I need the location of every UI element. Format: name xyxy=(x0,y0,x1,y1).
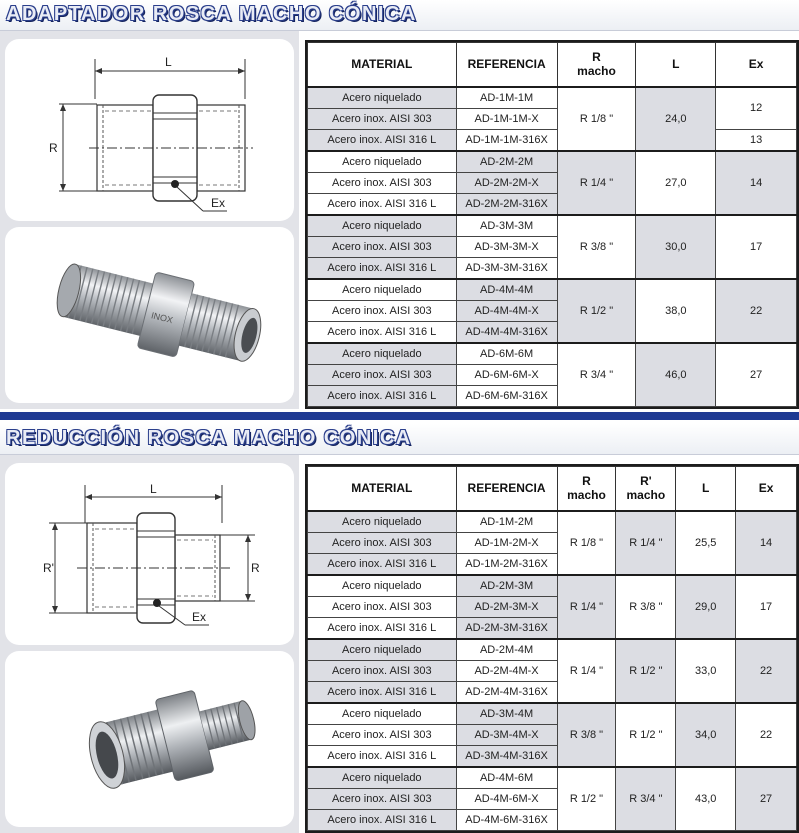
table-row: Acero niquelado AD-2M-3M R 1/4 " R 3/8 " 29,0 17 xyxy=(308,575,797,597)
l-value: 46,0 xyxy=(636,343,716,407)
col-l: L xyxy=(636,43,716,87)
thread-label: R xyxy=(49,141,58,155)
wrench-size-label: Ex xyxy=(211,196,226,210)
adapter-diagram-card xyxy=(5,39,294,221)
col-material: MATERIAL xyxy=(308,43,457,87)
section-2-title: REDUCCIÓN ROSCA MACHO CÓNICA xyxy=(6,427,412,449)
wrench-size-label: Ex xyxy=(192,610,207,624)
ex-value: 13 xyxy=(716,129,797,151)
col-referencia: REFERENCIA xyxy=(456,467,557,511)
l-value: 33,0 xyxy=(676,639,736,703)
table-row: Acero inox. AISI 303 AD-2M-2M-X xyxy=(308,172,797,193)
inox-engraving: INOX xyxy=(150,310,174,326)
table-row: Acero inox. AISI 316 L AD-2M-2M-316X xyxy=(308,193,797,215)
table-row: Acero niquelado AD-2M-2M R 1/4 " 27,0 14 xyxy=(308,151,797,173)
table-row: Acero inox. AISI 303 AD-2M-4M-X xyxy=(308,660,797,681)
table-row: Acero inox. AISI 303 AD-4M-4M-X xyxy=(308,300,797,321)
ex-value: 22 xyxy=(736,639,797,703)
adapter-technical-drawing xyxy=(5,39,294,221)
col-ex: Ex xyxy=(716,43,797,87)
r-size: R 1/4 " xyxy=(557,151,636,215)
length-label: L xyxy=(165,55,172,69)
col-r2: R' macho xyxy=(616,467,676,511)
reducer-photo-card xyxy=(5,651,294,827)
col-l: L xyxy=(676,467,736,511)
section-2-header xyxy=(0,424,799,455)
ex-value: 17 xyxy=(716,215,797,279)
ex-value: 22 xyxy=(736,703,797,767)
table-row: Acero niquelado AD-3M-3M R 3/8 " 30,0 17 xyxy=(308,215,797,237)
table-row: Acero inox. AISI 303 AD-6M-6M-X xyxy=(308,364,797,385)
table-row: Acero inox. AISI 316 L AD-1M-2M-316X xyxy=(308,553,797,575)
col-ex: Ex xyxy=(736,467,797,511)
r-size: R 1/2 " xyxy=(557,767,616,831)
reducer-table xyxy=(305,464,799,833)
section-1-header xyxy=(0,0,799,31)
col-r: R macho xyxy=(557,467,616,511)
table-row: Acero inox. AISI 303 AD-4M-6M-X xyxy=(308,788,797,809)
ex-value: 27 xyxy=(736,767,797,831)
r2-size: R 3/8 " xyxy=(616,575,676,639)
ex-value: 22 xyxy=(716,279,797,343)
l-value: 34,0 xyxy=(676,703,736,767)
l-value: 43,0 xyxy=(676,767,736,831)
col-r: R macho xyxy=(557,43,636,87)
r-size: R 3/4 " xyxy=(557,343,636,407)
table-row: Acero niquelado AD-1M-1M R 1/8 " 24,0 12 xyxy=(308,87,797,109)
table-row: Acero inox. AISI 316 L AD-1M-1M-316X 13 xyxy=(308,129,797,151)
l-value: 27,0 xyxy=(636,151,716,215)
table-row: Acero inox. AISI 316 L AD-4M-6M-316X xyxy=(308,809,797,830)
table-row: Acero niquelado AD-4M-6M R 1/2 " R 3/4 " 43,0 27 xyxy=(308,767,797,789)
length-label: L xyxy=(150,482,157,496)
table-row: Acero inox. AISI 316 L AD-2M-3M-316X xyxy=(308,617,797,639)
table-row: Acero inox. AISI 316 L AD-3M-3M-316X xyxy=(308,257,797,279)
section-1-image-panel xyxy=(0,31,299,409)
col-material: MATERIAL xyxy=(308,467,457,511)
r-size: R 1/4 " xyxy=(557,575,616,639)
adapter-product-photo xyxy=(5,227,294,403)
table-row: Acero niquelado AD-2M-4M R 1/4 " R 1/2 " 33,0 22 xyxy=(308,639,797,661)
r-size: R 1/2 " xyxy=(557,279,636,343)
l-value: 38,0 xyxy=(636,279,716,343)
table-row: Acero niquelado AD-6M-6M R 3/4 " 46,0 27 xyxy=(308,343,797,365)
table-row: Acero inox. AISI 303 AD-1M-1M-X xyxy=(308,108,797,129)
reducer-technical-drawing xyxy=(5,463,294,645)
section-1-title: ADAPTADOR ROSCA MACHO CÓNICA xyxy=(6,3,417,25)
l-value: 25,5 xyxy=(676,511,736,575)
r-size: R 1/8 " xyxy=(557,87,636,151)
table-row: Acero niquelado AD-1M-2M R 1/8 " R 1/4 " 25,5 14 xyxy=(308,511,797,533)
reducer-product-photo xyxy=(5,651,294,827)
l-value: 29,0 xyxy=(676,575,736,639)
adapter-photo-card xyxy=(5,227,294,403)
r2-size: R 1/2 " xyxy=(616,639,676,703)
r2-size: R 1/4 " xyxy=(616,511,676,575)
section-divider xyxy=(0,412,799,420)
thread-label: R xyxy=(251,561,260,575)
table-row: Acero niquelado AD-4M-4M R 1/2 " 38,0 22 xyxy=(308,279,797,301)
table-row: Acero niquelado AD-3M-4M R 3/8 " R 1/2 " 34,0 22 xyxy=(308,703,797,725)
col-referencia: REFERENCIA xyxy=(456,43,557,87)
table-row: Acero inox. AISI 303 AD-2M-3M-X xyxy=(308,596,797,617)
r-size: R 3/8 " xyxy=(557,703,616,767)
r2-size: R 3/4 " xyxy=(616,767,676,831)
table-row: Acero inox. AISI 303 AD-3M-4M-X xyxy=(308,724,797,745)
r-size: R 3/8 " xyxy=(557,215,636,279)
ex-value: 14 xyxy=(716,151,797,215)
l-value: 30,0 xyxy=(636,215,716,279)
ex-value: 12 xyxy=(716,87,797,130)
ex-value: 27 xyxy=(716,343,797,407)
table-row: Acero inox. AISI 303 AD-3M-3M-X xyxy=(308,236,797,257)
r-size: R 1/8 " xyxy=(557,511,616,575)
table-row: Acero inox. AISI 316 L AD-4M-4M-316X xyxy=(308,321,797,343)
ex-value: 14 xyxy=(736,511,797,575)
table-row: Acero inox. AISI 316 L AD-3M-4M-316X xyxy=(308,745,797,767)
l-value: 24,0 xyxy=(636,87,716,151)
table-row: Acero inox. AISI 303 AD-1M-2M-X xyxy=(308,532,797,553)
thread2-label: R' xyxy=(43,561,54,575)
adapter-table xyxy=(305,40,799,409)
reducer-diagram-card xyxy=(5,463,294,645)
r-size: R 1/4 " xyxy=(557,639,616,703)
r2-size: R 1/2 " xyxy=(616,703,676,767)
table-row: Acero inox. AISI 316 L AD-6M-6M-316X xyxy=(308,385,797,406)
ex-value: 17 xyxy=(736,575,797,639)
section-2-image-panel xyxy=(0,455,299,833)
table-row: Acero inox. AISI 316 L AD-2M-4M-316X xyxy=(308,681,797,703)
